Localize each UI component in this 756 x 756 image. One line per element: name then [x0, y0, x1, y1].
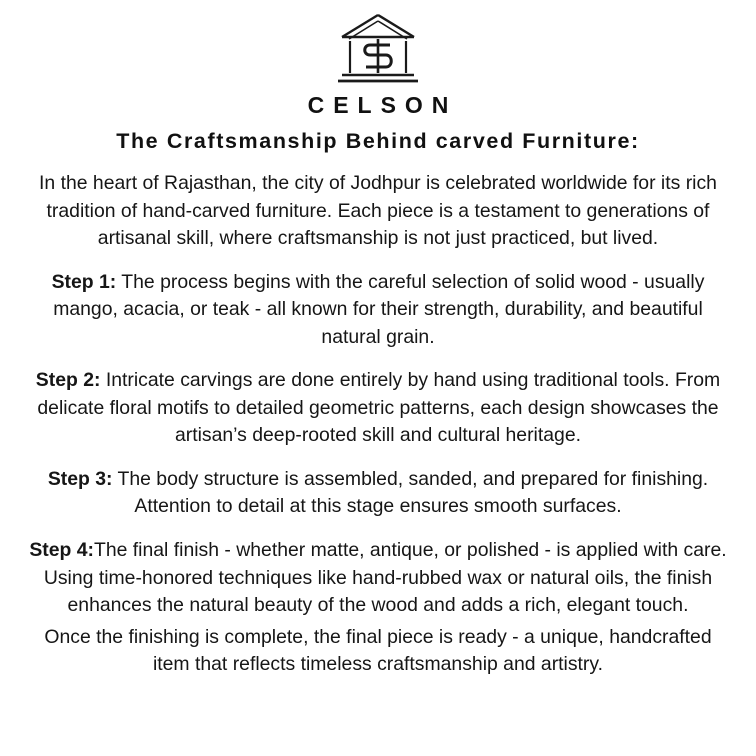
paragraph-step-3	[25, 466, 731, 521]
paragraph-closing	[28, 624, 728, 679]
paragraph-step-2	[13, 367, 743, 450]
step-2-label: Step 2:	[35, 369, 101, 392]
step-4-label: Step 4:	[29, 539, 94, 562]
paragraph-step-1	[28, 269, 728, 352]
celson-house-monogram-icon	[332, 11, 424, 87]
step-2-text: Intricate carvings are done entirely by hand using traditional tools. From delicate floral motifs to detailed geometric patterns, each design showcases the artisan’s deep-rooted skill and cultural heritage.	[37, 369, 721, 447]
step-3-label: Step 3:	[47, 467, 113, 490]
step-1-label: Step 1:	[51, 270, 117, 293]
step-4-text: The final finish - whether matte, antique, or polished - is applied with care. Using time-honored techniques like hand-rubbed wax or natural oils, the finish enhances the natural beauty of the wood and adds a rich, elegant touch.	[43, 539, 727, 617]
brand-logo	[332, 10, 424, 88]
step-1-text: The process begins with the careful selection of solid wood - usually mango, acacia, or teak - all known for their strength, durability, and beautiful natural grain.	[53, 270, 705, 348]
paragraph-step-4	[16, 537, 740, 620]
paragraph-closing-text: Once the finishing is complete, the final piece is ready - a unique, handcrafted item that reflects timeless craftsmanship and artistry.	[44, 625, 712, 676]
paragraph-intro-text: In the heart of Rajasthan, the city of Jodhpur is celebrated worldwide for its rich tradition of hand-carved furniture. Each piece is a testament to generations of artisanal skill, where craftsmanship is not just practiced, but lived.	[39, 172, 717, 250]
paragraph-intro	[28, 170, 728, 253]
page-title: The Craftsmanship Behind carved Furniture:	[116, 129, 640, 153]
step-3-text: The body structure is assembled, sanded, and prepared for finishing. Attention to detail at this stage ensures smooth surfaces.	[112, 467, 709, 518]
brand-name: CELSON	[307, 92, 458, 118]
